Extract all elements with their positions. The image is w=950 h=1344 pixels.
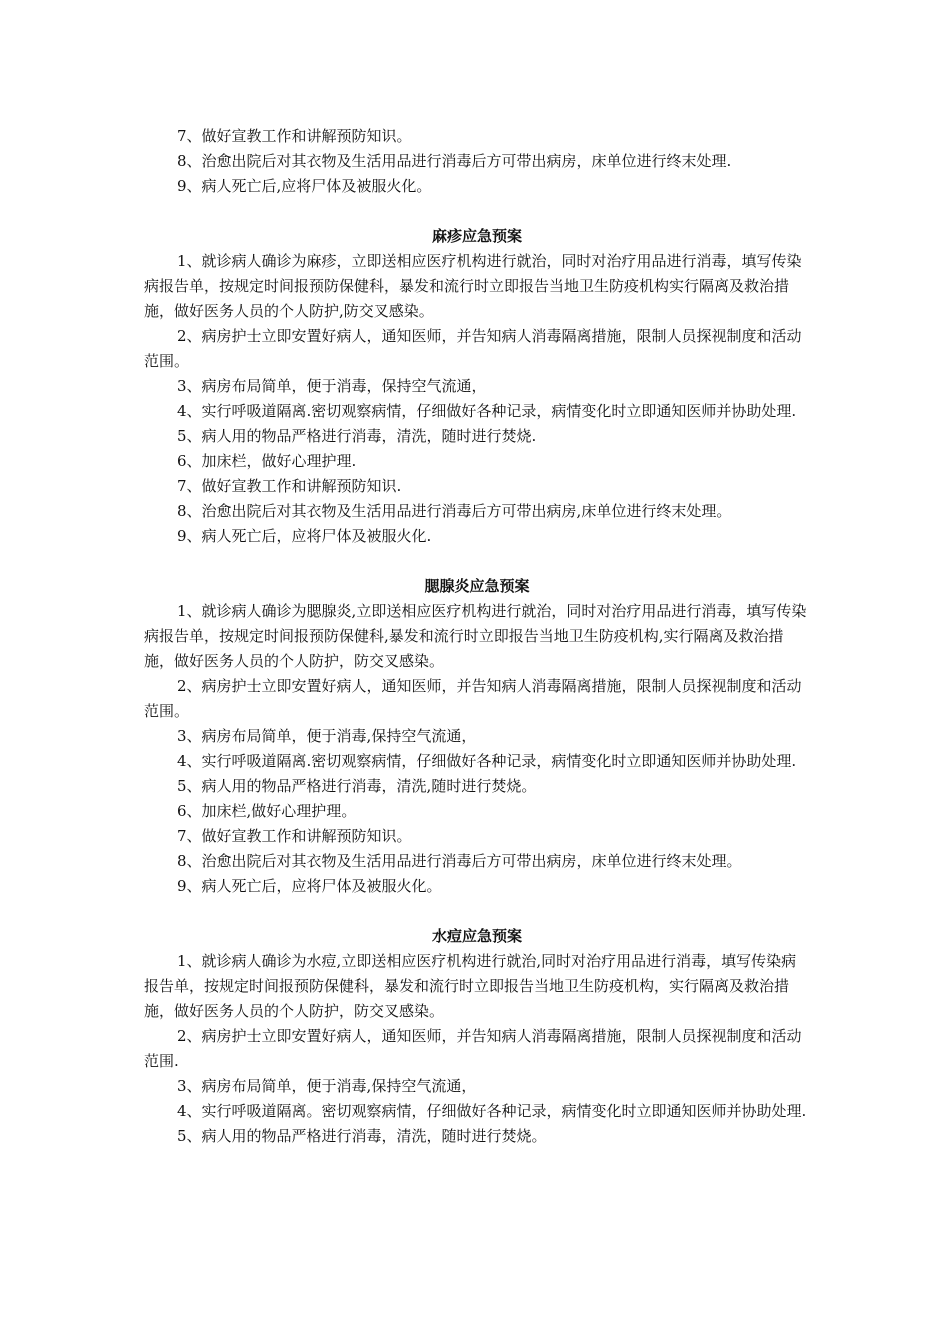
list-item: 4、实行呼吸道隔离.密切观察病情，仔细做好各种记录，病情变化时立即通知医师并协助处理. <box>177 752 797 770</box>
list-item: 2、病房护士立即安置好病人，通知医师，并告知病人消毒隔离措施，限制人员探视制度和活动范围. <box>144 1027 802 1070</box>
list-item: 4、实行呼吸道隔离.密切观察病情，仔细做好各种记录，病情变化时立即通知医师并协助处理. <box>177 402 797 420</box>
list-item: 4、实行呼吸道隔离。密切观察病情，仔细做好各种记录，病情变化时立即通知医师并协助处理. <box>177 1102 807 1120</box>
list-item: 8、治愈出院后对其衣物及生活用品进行消毒后方可带出病房，床单位进行终末处理. <box>177 152 732 170</box>
section-spacer <box>144 199 810 224</box>
list-item: 3、病房布局简单，便于消毒,保持空气流通， <box>177 1077 477 1095</box>
list-item: 5、病人用的物品严格进行消毒，清洗，随时进行焚烧。 <box>177 1127 547 1145</box>
list-item: 6、加床栏，做好心理护理. <box>177 452 357 470</box>
section-title: 腮腺炎应急预案 <box>424 577 530 595</box>
list-item: 6、加床栏,做好心理护理。 <box>177 802 357 820</box>
list-item: 1、就诊病人确诊为麻疹，立即送相应医疗机构进行就治，同时对治疗用品进行消毒，填写传染病报告单，按规定时间报预防保健科，暴发和流行时立即报告当地卫生防疫机构实行隔离及救治措施，做好医务人员的个人防护,防交叉感染。 <box>144 252 802 320</box>
list-item: 1、就诊病人确诊为水痘,立即送相应医疗机构进行就治,同时对治疗用品进行消毒，填写传染病报告单，按规定时间报预防保健科，暴发和流行时立即报告当地卫生防疫机构，实行隔离及救治措施，做好医务人员的个人防护，防交叉感染。 <box>144 952 797 1020</box>
list-item: 5、病人用的物品严格进行消毒，清洗,随时进行焚烧。 <box>177 777 537 795</box>
measles-section <box>144 224 810 549</box>
list-item: 8、治愈出院后对其衣物及生活用品进行消毒后方可带出病房，床单位进行终末处理。 <box>177 852 742 870</box>
list-item: 3、病房布局简单，便于消毒,保持空气流通， <box>177 727 477 745</box>
list-item: 7、做好宣教工作和讲解预防知识. <box>177 477 402 495</box>
mumps-section <box>144 574 810 899</box>
list-item: 7、做好宣教工作和讲解预防知识。 <box>177 827 412 845</box>
list-item: 9、病人死亡后,应将尸体及被服火化。 <box>177 177 432 195</box>
list-item: 9、病人死亡后，应将尸体及被服火化。 <box>177 877 442 895</box>
list-item: 1、就诊病人确诊为腮腺炎,立即送相应医疗机构进行就治，同时对治疗用品进行消毒，填写传染病报告单，按规定时间报预防保健科,暴发和流行时立即报告当地卫生防疫机构,实行隔离及救治措施，做好医务人员的个人防护，防交叉感染。 <box>144 602 807 670</box>
section-spacer <box>144 549 810 574</box>
section-title: 麻疹应急预案 <box>431 227 522 245</box>
list-item: 9、病人死亡后，应将尸体及被服火化. <box>177 527 432 545</box>
list-item: 2、病房护士立即安置好病人，通知医师，并告知病人消毒隔离措施，限制人员探视制度和活动范围。 <box>144 677 802 720</box>
section-spacer <box>144 899 810 924</box>
list-item: 7、做好宣教工作和讲解预防知识。 <box>177 127 412 145</box>
list-item: 3、病房布局简单，便于消毒，保持空气流通， <box>177 377 487 395</box>
list-item: 5、病人用的物品严格进行消毒，清洗，随时进行焚烧. <box>177 427 537 445</box>
document-body <box>144 124 810 1149</box>
section-title: 水痘应急预案 <box>431 927 522 945</box>
list-item: 2、病房护士立即安置好病人，通知医师，并告知病人消毒隔离措施，限制人员探视制度和活动范围。 <box>144 327 802 370</box>
list-item: 8、治愈出院后对其衣物及生活用品进行消毒后方可带出病房,床单位进行终末处理。 <box>177 502 732 520</box>
chickenpox-section <box>144 924 810 1149</box>
